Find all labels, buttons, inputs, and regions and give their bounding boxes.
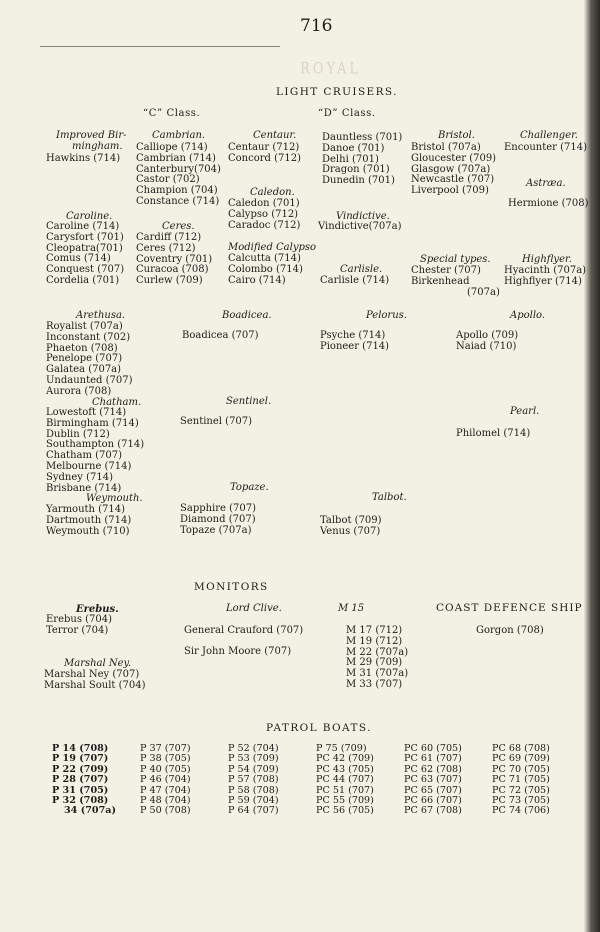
group-title-lord-clive: Lord Clive. (226, 603, 282, 614)
top-rule (40, 46, 280, 47)
ship-entry: Southampton (714) (46, 439, 145, 451)
ship-entry: Vindictive(707a) (318, 221, 402, 232)
ship-entry: Dunedin (701) (322, 175, 395, 187)
ship-entry: Birmingham (714) (46, 417, 139, 429)
ship-entry: Comus (714) (46, 253, 111, 265)
patrol-column-3 (228, 744, 279, 817)
ship-entry: Castor (702) (136, 174, 200, 186)
ship-entry: Marshal Ney (707) (44, 669, 140, 680)
ship-entry: Bristol (707a) (411, 142, 481, 153)
patrol-entry: PC 74 (706) (492, 805, 550, 817)
ship-list-carlisle (320, 276, 389, 287)
ship-entry: Chester (707) (411, 265, 481, 276)
ship-entry: Phaeton (708) (46, 342, 118, 354)
patrol-entry: PC 72 (705) (492, 784, 550, 796)
ship-entry: Philomel (714) (456, 428, 531, 439)
ship-entry: Boadicea (707) (182, 330, 259, 341)
patrol-entry: P 37 (707) (140, 743, 191, 754)
ship-list-centaur (228, 143, 301, 165)
patrol-entry: PC 66 (707) (404, 795, 462, 807)
patrol-entry: P 31 (705) (52, 784, 109, 796)
ship-entry: Newcastle (707) (411, 174, 495, 186)
ship-entry: Conquest (707) (46, 264, 125, 276)
section-heading-patrol-boats: PATROL BOATS. (266, 722, 372, 734)
ship-entry: Cambrian (714) (136, 152, 216, 164)
ship-entry: (707a) (467, 286, 500, 298)
group-title-chatham: Chatham. (92, 397, 142, 408)
ship-list-lord-clive (184, 626, 303, 658)
patrol-entry: PC 55 (709) (316, 795, 374, 807)
patrol-entry: P 40 (705) (140, 763, 191, 775)
ship-entry: Curacoa (708) (136, 264, 209, 276)
ship-entry: M 31 (707a) (346, 668, 409, 680)
patrol-entry: PC 60 (705) (404, 743, 462, 754)
ship-entry: Calypso (712) (228, 208, 299, 220)
group-title-carlisle: Carlisle. (340, 264, 383, 275)
ship-entry: Weymouth (710) (46, 525, 130, 537)
ship-list-modified-calypso (228, 254, 303, 286)
ship-entry: Encounter (714) (504, 142, 588, 153)
ship-list-danae (322, 133, 402, 187)
group-title-apollo: Apollo. (510, 310, 546, 321)
ship-entry: Marshal Soult (704) (44, 679, 146, 691)
ship-entry: Constance (714) (136, 195, 220, 207)
ship-list-pelorus (320, 331, 389, 353)
group-title-vindictive: Vindictive. (336, 211, 390, 222)
group-title-cambrian: Cambrian. (152, 130, 206, 141)
ship-list-erebus (46, 615, 112, 637)
group-title-sentinel: Sentinel. (226, 396, 272, 407)
ship-entry: M 33 (707) (346, 678, 403, 690)
patrol-entry: P 64 (707) (228, 805, 279, 817)
ship-list-cambrian (136, 143, 221, 208)
patrol-entry: P 50 (708) (140, 805, 191, 817)
group-title-centaur: Centaur. (253, 130, 297, 141)
section-heading-light-cruisers: LIGHT CRUISERS. (276, 86, 398, 98)
ship-entry: M 19 (712) (346, 635, 403, 647)
patrol-entry: P 46 (704) (140, 774, 191, 786)
ship-entry: Cordelia (701) (46, 274, 120, 286)
ship-list-special-types (411, 266, 500, 298)
group-title-special-types: Special types. (420, 254, 491, 265)
patrol-entry: PC 68 (708) (492, 743, 550, 754)
patrol-entry: PC 56 (705) (316, 805, 374, 817)
ship-entry: Inconstant (702) (46, 331, 131, 343)
ship-entry: Naiad (710) (456, 340, 517, 352)
group-title-bristol: Bristol. (438, 130, 475, 141)
ship-entry: Dublin (712) (46, 428, 110, 440)
patrol-entry: P 19 (707) (52, 753, 109, 765)
patrol-entry: P 47 (704) (140, 784, 191, 796)
patrol-entry: PC 65 (707) (404, 784, 462, 796)
ship-entry: Dauntless (701) (322, 132, 403, 143)
ship-list-ceres (136, 233, 212, 287)
ship-entry: Cairo (714) (228, 274, 286, 286)
ship-entry: Sir John Moore (707) (184, 645, 292, 657)
ship-entry: Venus (707) (320, 525, 381, 537)
ship-entry: Chatham (707) (46, 450, 123, 462)
patrol-entry: PC 73 (705) (492, 795, 550, 807)
group-title-pearl: Pearl. (510, 406, 540, 417)
ship-entry: Carlisle (714) (320, 275, 390, 286)
ship-entry: Cardiff (712) (136, 232, 202, 243)
patrol-entry: P 32 (708) (52, 795, 109, 807)
patrol-entry: P 59 (704) (228, 795, 279, 807)
ship-list-sentinel (180, 417, 252, 428)
section-heading-coast-defence-ship: COAST DEFENCE SHIP (436, 602, 583, 614)
ship-entry: Talbot (709) (320, 515, 382, 526)
patrol-entry: PC 63 (707) (404, 774, 462, 786)
ship-entry: Psyche (714) (320, 330, 386, 341)
ship-entry: Hyacinth (707a) (504, 265, 587, 276)
group-title-topaze: Topaze. (230, 482, 269, 493)
patrol-entry: P 52 (704) (228, 743, 279, 754)
ship-entry: Terror (704) (46, 624, 109, 636)
ship-entry: Gloucester (709) (411, 152, 497, 164)
ship-list-caroline (46, 222, 124, 287)
ship-entry: Sentinel (707) (180, 416, 253, 427)
group-title-modified-calypso: Modified Calypso (228, 242, 317, 253)
group-title-highflyer: Highflyer. (522, 254, 572, 265)
patrol-entry: P 14 (708) (52, 743, 109, 754)
patrol-column-1 (52, 744, 116, 817)
ship-list-marshal-ney (44, 670, 146, 692)
ship-entry: Undaunted (707) (46, 374, 133, 386)
patrol-entry: P 22 (709) (52, 763, 109, 775)
ship-entry: Hermione (708) (508, 198, 589, 209)
ship-entry: Danoe (701) (322, 142, 385, 154)
patrol-entry: P 58 (708) (228, 784, 279, 796)
ship-entry: Galatea (707a) (46, 364, 122, 376)
patrol-entry: PC 69 (709) (492, 753, 550, 765)
ship-list-bristol (411, 143, 496, 197)
patrol-entry: PC 44 (707) (316, 774, 374, 786)
patrol-entry: PC 42 (709) (316, 753, 374, 765)
group-title-erebus: Erebus. (76, 604, 119, 615)
ship-entry: Calliope (714) (136, 142, 208, 153)
ship-entry: Diamond (707) (180, 513, 256, 525)
ship-entry: Calcutta (714) (228, 253, 301, 264)
patrol-entry: P 38 (705) (140, 753, 191, 765)
ship-entry: Apollo (709) (456, 330, 519, 341)
ship-list-pearl (456, 429, 530, 440)
ship-entry: Caroline (714) (46, 221, 120, 232)
ship-list-vindictive (318, 222, 402, 233)
patrol-entry: P 28 (707) (52, 774, 109, 786)
patrol-column-4 (316, 744, 374, 817)
group-title-astraea: Astræa. (526, 178, 566, 189)
ship-entry: Melbourne (714) (46, 460, 132, 472)
ship-entry: M 17 (712) (346, 625, 403, 636)
ship-entry: Ceres (712) (136, 242, 196, 254)
group-title-boadicea: Boadicea. (222, 310, 272, 321)
ship-list-caledon (228, 199, 300, 231)
ship-entry: General Crauford (707) (184, 625, 304, 636)
page-edge (584, 0, 600, 932)
group-title-ceres: Ceres. (162, 221, 195, 232)
ship-list-m15 (346, 626, 408, 691)
ship-entry: Concord (712) (228, 152, 301, 164)
ship-entry: Caradoc (712) (228, 219, 301, 231)
ship-list-topaze (180, 504, 256, 536)
patrol-column-5 (404, 744, 462, 817)
ship-entry: Carysfort (701) (46, 231, 124, 243)
group-title-improved-birmingham-2: mingham. (72, 141, 123, 152)
ship-list-astraea (508, 199, 589, 210)
ship-entry: Erebus (704) (46, 614, 113, 625)
patrol-column-2 (140, 744, 191, 817)
patrol-entry: PC 61 (707) (404, 753, 462, 765)
d-class-heading: “D” Class. (318, 108, 376, 119)
group-title-caroline: Caroline. (66, 211, 113, 222)
patrol-entry: PC 62 (708) (404, 763, 462, 775)
ship-list-talbot (320, 516, 382, 538)
ship-list-arethusa (46, 322, 133, 398)
page-number: 716 (300, 16, 333, 36)
ship-entry: Liverpool (709) (411, 185, 489, 197)
patrol-entry: PC 67 (708) (404, 805, 462, 817)
group-title-pelorus: Pelorus. (366, 310, 407, 321)
ship-entry: Gorgon (708) (476, 625, 544, 636)
patrol-entry: P 53 (709) (228, 753, 279, 765)
patrol-entry: PC 51 (707) (316, 784, 374, 796)
patrol-entry: 34 (707a) (64, 805, 117, 817)
ship-entry: Glasgow (707a) (411, 163, 491, 175)
ship-entry: Champion (704) (136, 185, 218, 197)
ship-entry: Canterbury(704) (136, 163, 221, 175)
ship-entry: Colombo (714) (228, 263, 303, 275)
ship-list-boadicea (182, 331, 258, 342)
group-title-talbot: Talbot. (372, 492, 407, 503)
ship-entry: Pioneer (714) (320, 340, 390, 352)
ship-list-coast-defence (476, 626, 544, 637)
patrol-entry: P 75 (709) (316, 743, 367, 754)
ship-entry: Sapphire (707) (180, 503, 257, 514)
ship-entry: Aurora (708) (46, 385, 112, 397)
ship-entry: Hawkins (714) (46, 153, 121, 164)
ship-entry: M 29 (709) (346, 657, 403, 669)
ship-entry: Penelope (707) (46, 353, 123, 365)
ship-entry: Yarmouth (714) (46, 504, 126, 515)
ship-entry: Curlew (709) (136, 275, 203, 287)
patrol-entry: PC 70 (705) (492, 763, 550, 775)
group-title-weymouth: Weymouth. (86, 493, 143, 504)
ship-list-improved-birmingham (46, 154, 120, 165)
section-heading-monitors: MONITORS (194, 581, 269, 593)
group-title-arethusa: Arethusa. (76, 310, 126, 321)
ship-entry: Dragon (701) (322, 164, 390, 176)
bleed-through-text: ROYAL (300, 60, 362, 79)
ship-entry: Lowestoft (714) (46, 407, 127, 418)
ship-entry: Delhi (701) (322, 153, 379, 165)
ship-entry: Sydney (714) (46, 471, 113, 483)
ship-list-apollo (456, 331, 518, 353)
group-title-challenger: Challenger. (520, 130, 578, 141)
c-class-heading: “C” Class. (143, 108, 201, 119)
group-title-improved-birmingham-1: Improved Bir- (56, 130, 127, 141)
ship-entry: Birkenhead (411, 275, 470, 287)
patrol-entry: PC 71 (705) (492, 774, 550, 786)
ship-entry: Caledon (701) (228, 198, 300, 209)
ship-entry: Cleopatra(701) (46, 242, 123, 254)
ship-list-chatham (46, 408, 144, 494)
patrol-entry: P 54 (709) (228, 763, 279, 775)
ship-entry: M 22 (707a) (346, 646, 409, 658)
group-title-marshal-ney: Marshal Ney. (64, 658, 132, 669)
ship-entry: Coventry (701) (136, 253, 213, 265)
patrol-entry: P 48 (704) (140, 795, 191, 807)
patrol-column-6 (492, 744, 550, 817)
ship-entry: Brisbane (714) (46, 482, 122, 494)
patrol-entry: P 57 (708) (228, 774, 279, 786)
ship-entry: Topaze (707a) (180, 524, 252, 536)
patrol-entry: PC 43 (705) (316, 763, 374, 775)
ship-list-weymouth (46, 505, 131, 537)
ship-list-challenger (504, 143, 587, 154)
group-title-m15: M 15 (338, 603, 365, 614)
ship-entry: Dartmouth (714) (46, 514, 132, 526)
group-title-caledon: Caledon. (250, 187, 295, 198)
ship-entry: Centaur (712) (228, 142, 300, 153)
ship-list-highflyer (504, 266, 586, 288)
ship-entry: Highflyer (714) (504, 275, 582, 287)
ship-entry: Royalist (707a) (46, 321, 123, 332)
